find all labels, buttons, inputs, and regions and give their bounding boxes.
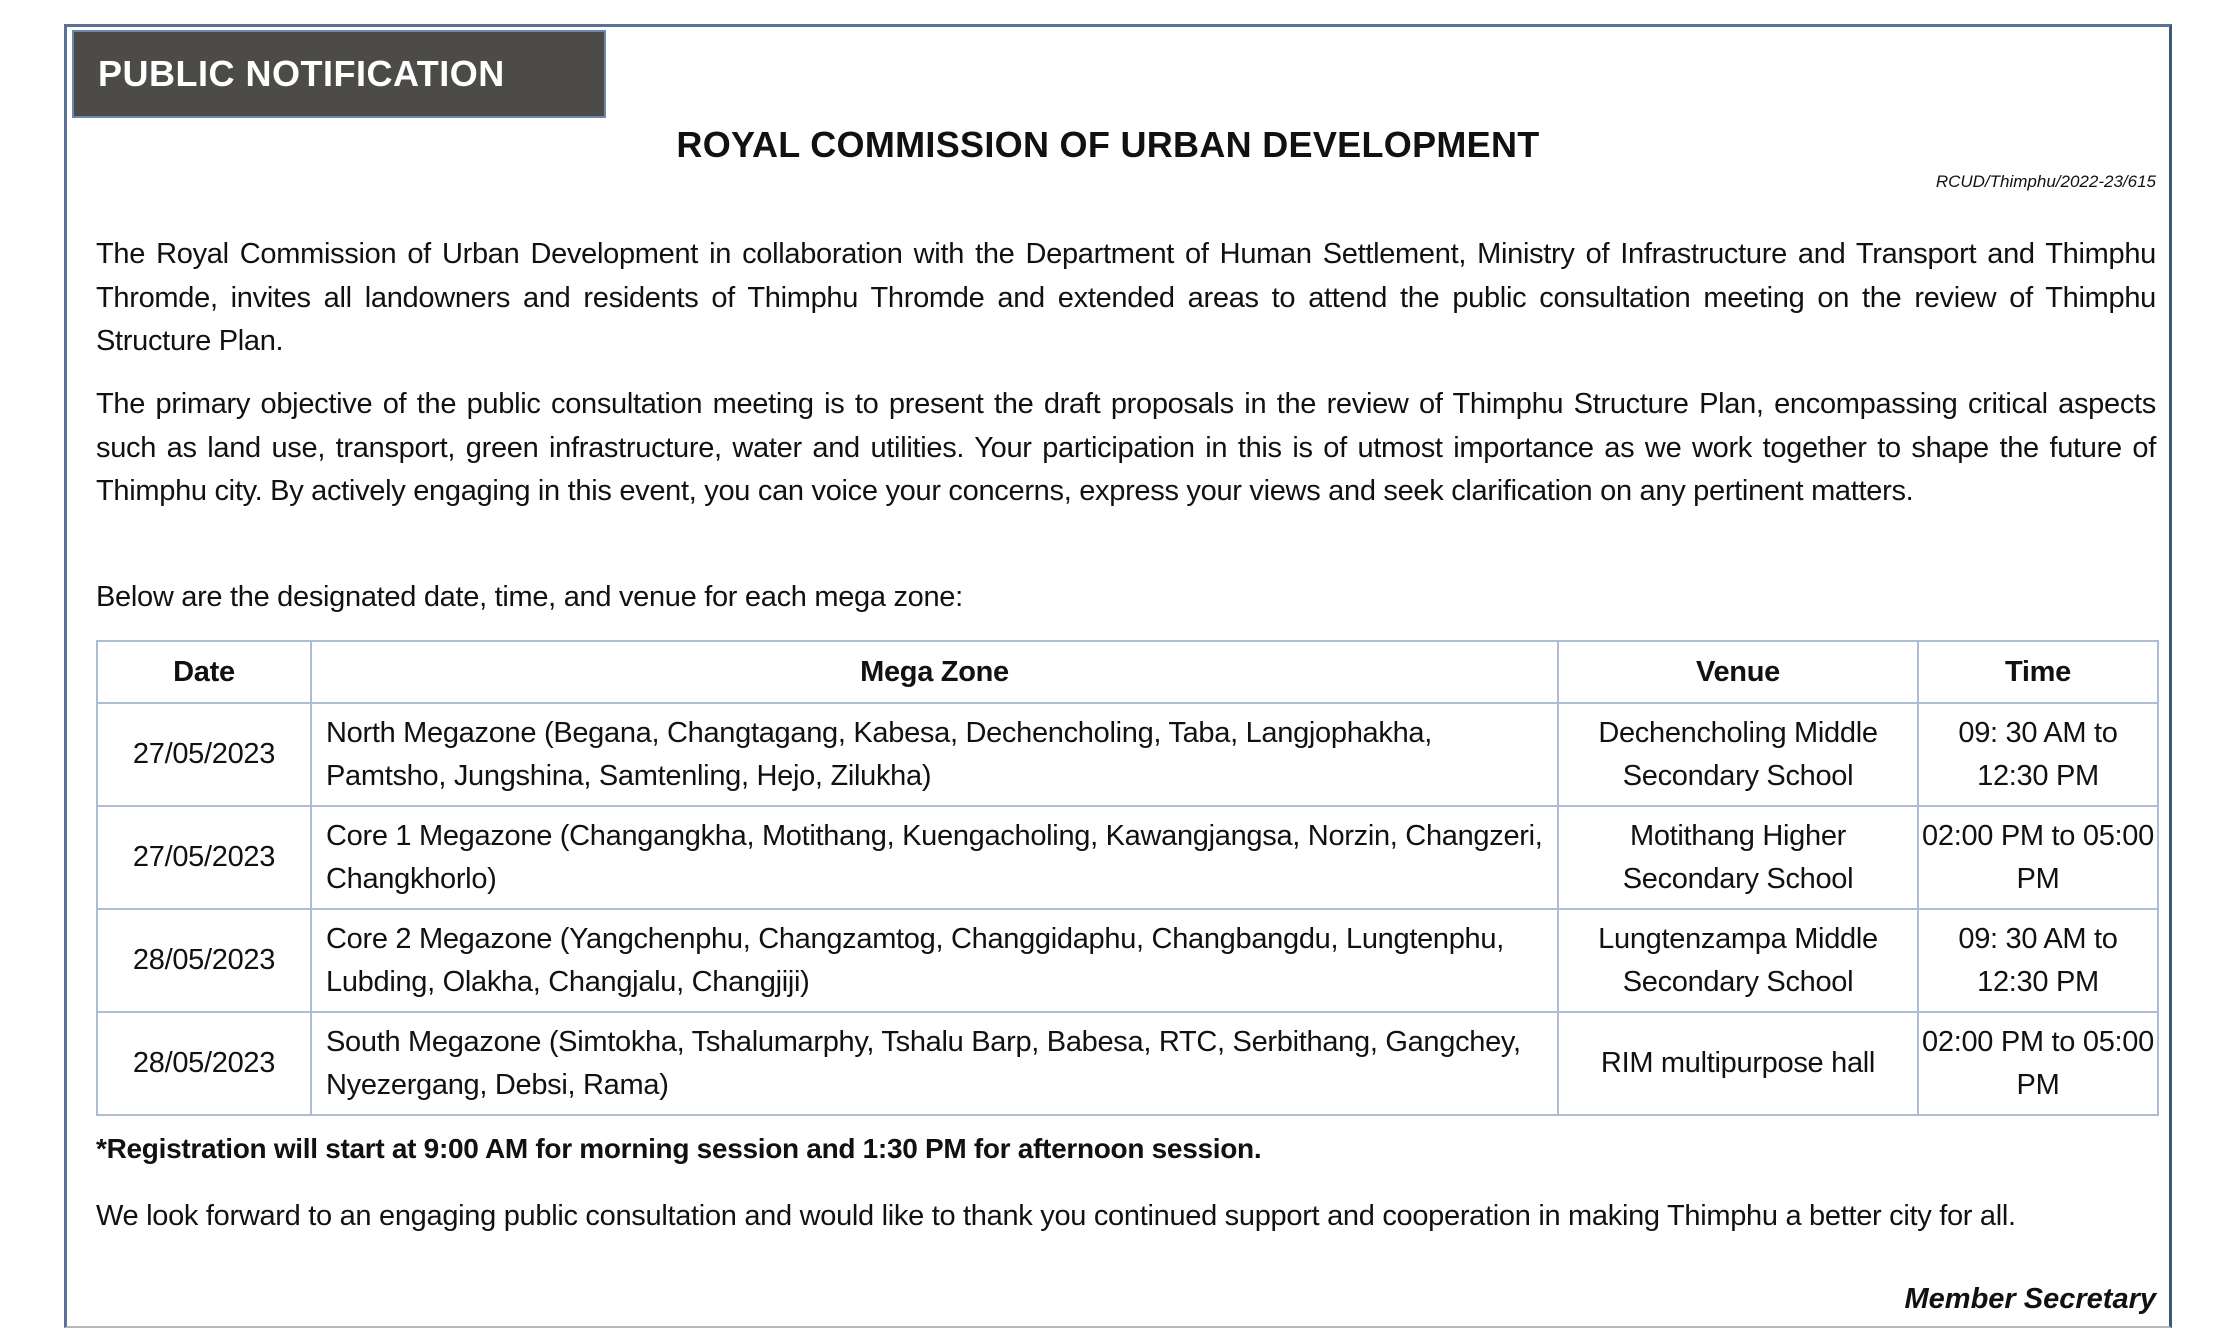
intro-paragraph: The Royal Commission of Urban Development in collaboration with the Department of Human Settlement, Ministry of Infrastructure and Transport and Thimphu Thromde, invites all landowners and residents of Thimphu Thromde and extended areas to attend the public consultation meeting on the review of Thimphu Structure Plan. — [96, 238, 2156, 357]
header-date: Date — [97, 641, 311, 703]
header-mega-zone: Mega Zone — [311, 641, 1558, 703]
signature: Member Secretary — [1904, 1283, 2156, 1315]
closing-paragraph: We look forward to an engaging public consultation and would like to thank you continued support and cooperation in making Thimphu a better city for all. — [96, 1200, 2016, 1232]
cell-zone: North Megazone (Begana, Changtagang, Kabesa, Dechencholing, Taba, Langjophakha, Pamtsho, Jungshina, Samtenling, Hejo, Zilukha) — [311, 703, 1558, 806]
cell-time: 09: 30 AM to 12:30 PM — [1918, 703, 2158, 806]
cell-time: 02:00 PM to 05:00 PM — [1918, 806, 2158, 909]
reference-number: RCUD/Thimphu/2022-23/615 — [1935, 172, 2156, 191]
cell-venue: Dechencholing Middle Secondary School — [1558, 703, 1918, 806]
cell-date: 27/05/2023 — [97, 703, 311, 806]
cell-date: 27/05/2023 — [97, 806, 311, 909]
cell-date: 28/05/2023 — [97, 1012, 311, 1115]
cell-date: 28/05/2023 — [97, 909, 311, 1012]
cell-time: 02:00 PM to 05:00 PM — [1918, 1012, 2158, 1115]
cell-zone: Core 1 Megazone (Changangkha, Motithang, Kuengacholing, Kawangjangsa, Norzin, Changzeri, Changkhorlo) — [311, 806, 1558, 909]
cell-venue: RIM multipurpose hall — [1558, 1012, 1918, 1115]
cell-venue: Lungtenzampa Middle Secondary School — [1558, 909, 1918, 1012]
header-time: Time — [1918, 641, 2158, 703]
table-row — [97, 909, 2158, 1012]
registration-note: *Registration will start at 9:00 AM for morning session and 1:30 PM for afternoon session. — [96, 1133, 1262, 1164]
table-row — [97, 703, 2158, 806]
heading: ROYAL COMMISSION OF URBAN DEVELOPMENT — [676, 124, 1540, 165]
cell-zone: South Megazone (Simtokha, Tshalumarphy, Tshalu Barp, Babesa, RTC, Serbithang, Gangchey, Nyezergang, Debsi, Rama) — [311, 1012, 1558, 1115]
header-venue: Venue — [1558, 641, 1918, 703]
cell-venue: Motithang Higher Secondary School — [1558, 806, 1918, 909]
schedule-table — [96, 640, 2159, 1116]
cell-zone: Core 2 Megazone (Yangchenphu, Changzamtog, Changgidaphu, Changbangdu, Lungtenphu, Lubding, Olakha, Changjalu, Changjiji) — [311, 909, 1558, 1012]
table-header-row — [97, 641, 2158, 703]
cell-time: 09: 30 AM to 12:30 PM — [1918, 909, 2158, 1012]
table-row — [97, 806, 2158, 909]
public-notification-badge: PUBLIC NOTIFICATION — [72, 30, 606, 118]
objective-paragraph: The primary objective of the public consultation meeting is to present the draft proposals in the review of Thimphu Structure Plan, encompassing critical aspects such as land use, transport, green infrastructure, water and utilities. Your participation in this is of utmost importance as we work together to shape the future of Thimphu city. By actively engaging in this event, you can voice your concerns, express your views and seek clarification on any pertinent matters. — [96, 388, 2156, 507]
table-row — [97, 1012, 2158, 1115]
schedule-intro: Below are the designated date, time, and venue for each mega zone: — [96, 581, 963, 613]
